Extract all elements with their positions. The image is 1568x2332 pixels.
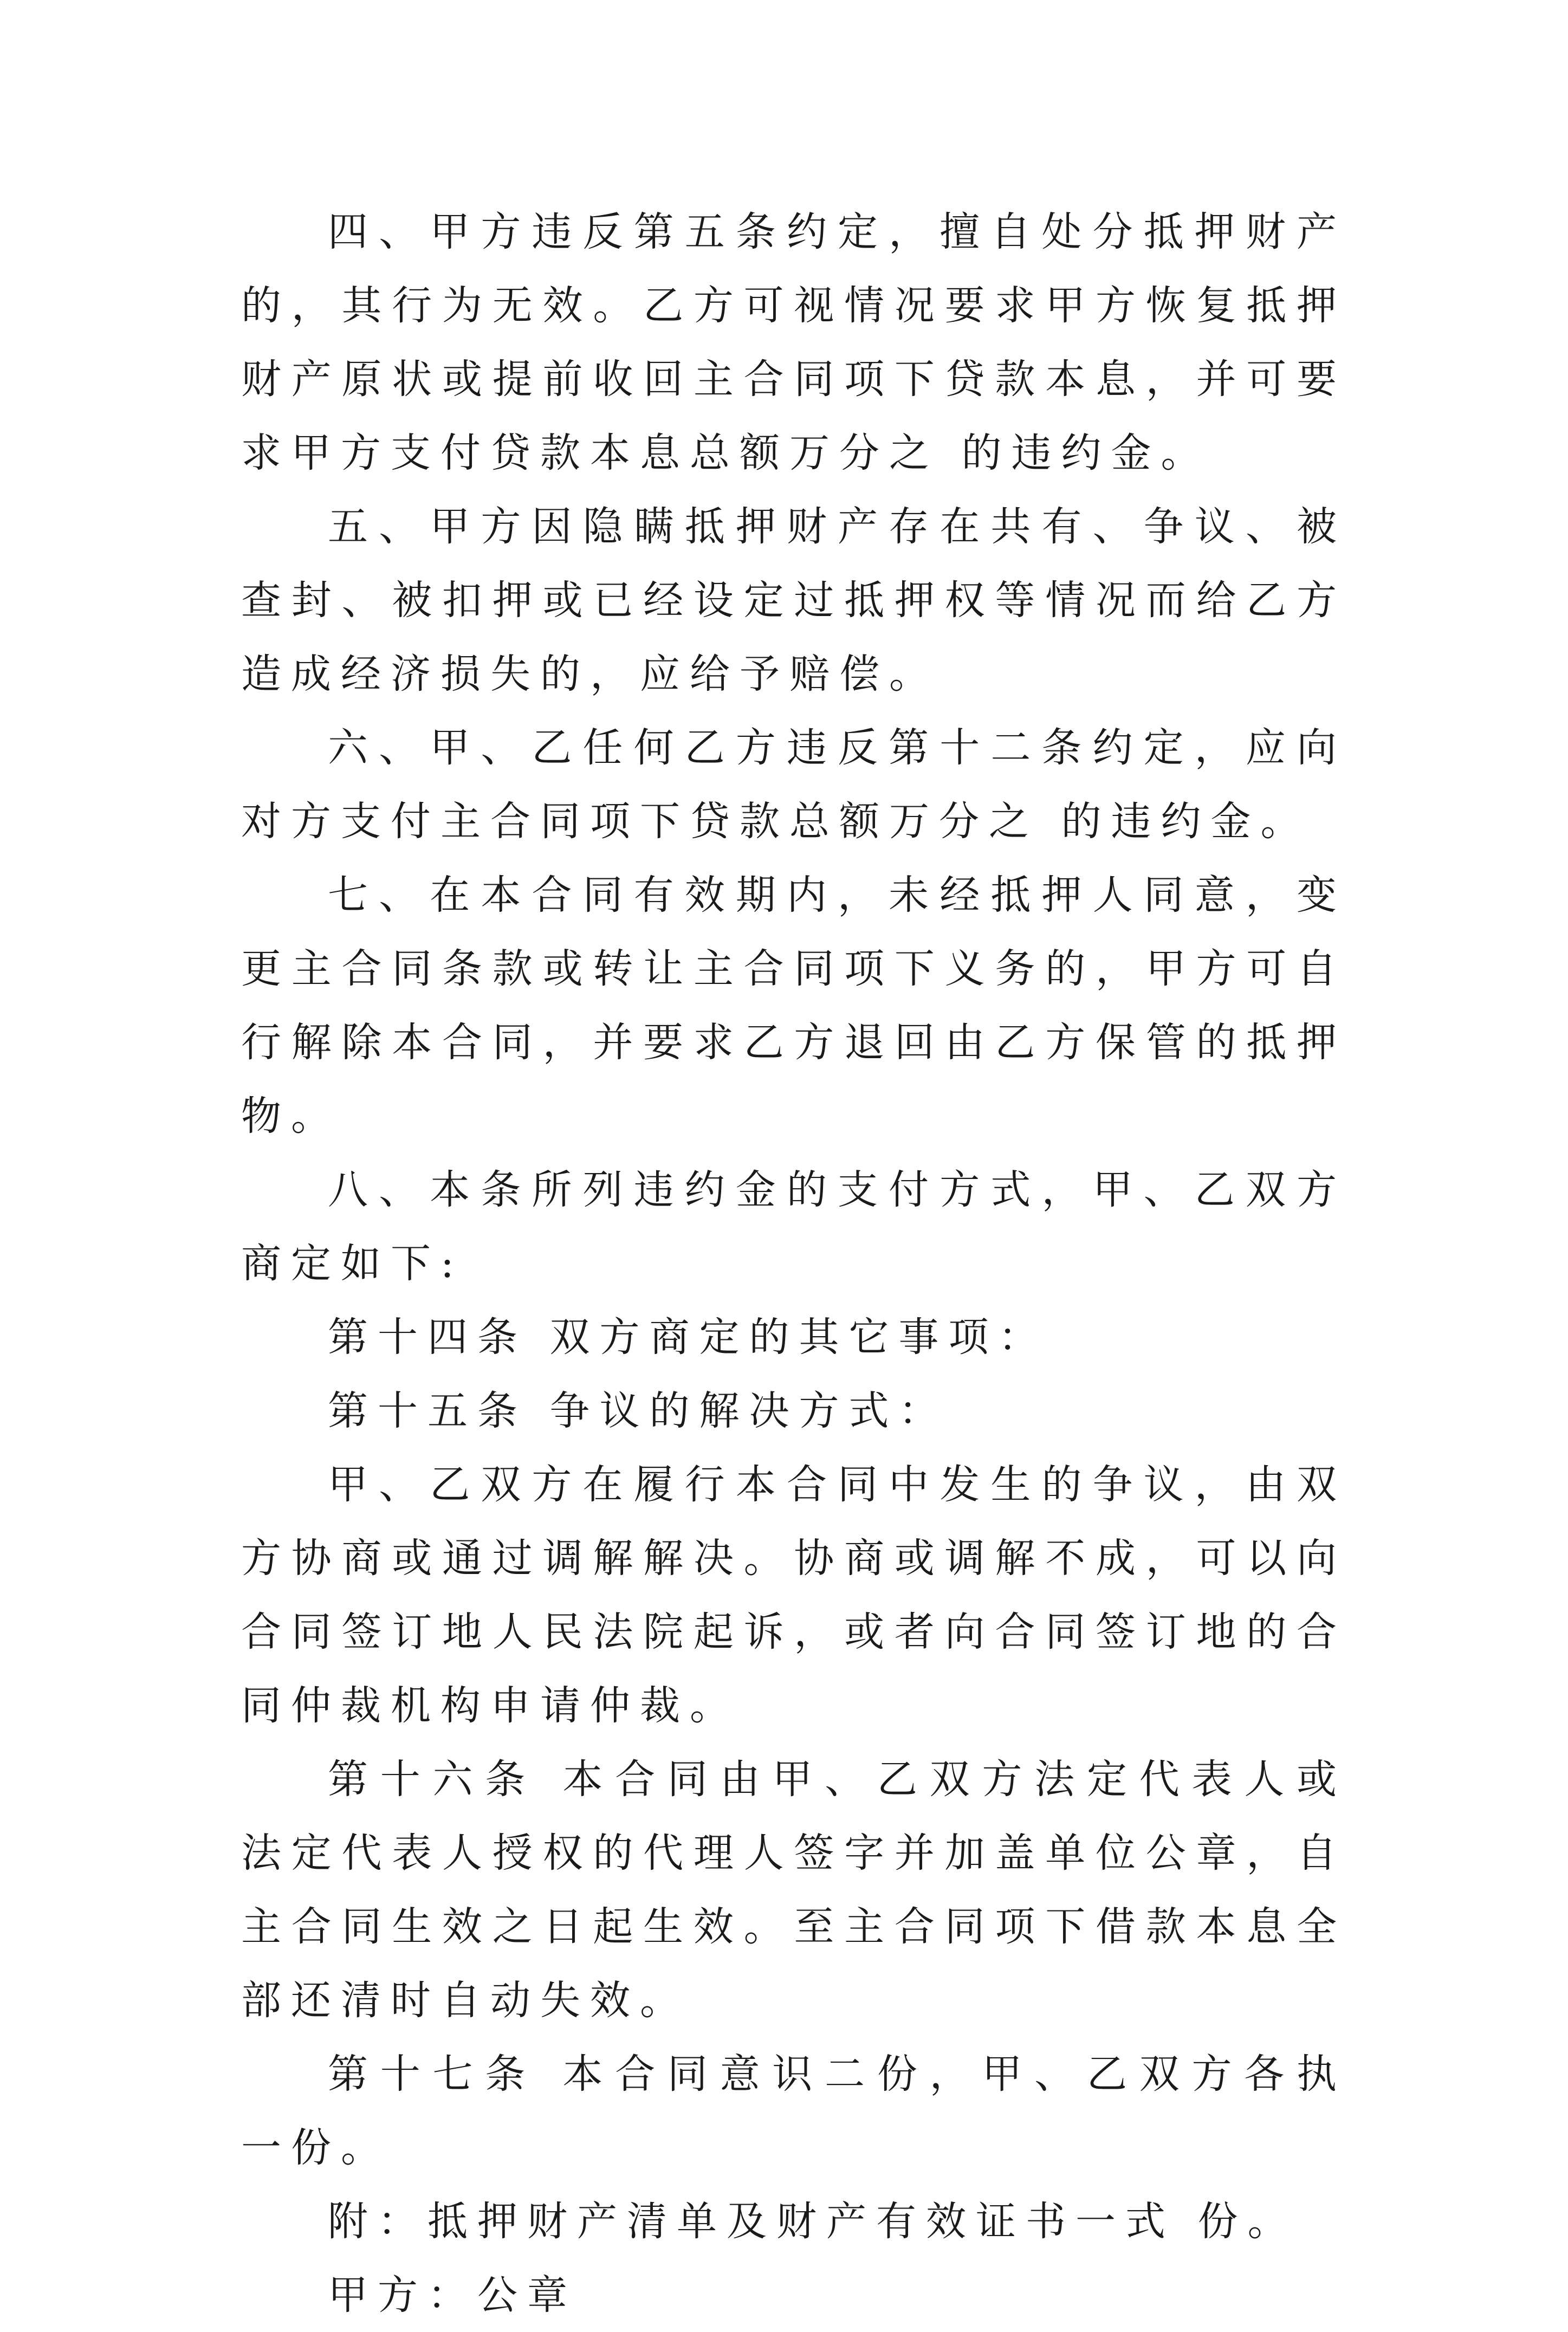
article-14-heading: 第十四条 双方商定的其它事项： bbox=[328, 1314, 1048, 1361]
dispute-resolution-paragraph: 甲、乙双方在履行本合同中发生的争议，由双方协商或通过调解解决。协商或调解不成，可以向合同签订地人民法院起诉，或者向合同签订地的合同仲裁机构申请仲裁。 bbox=[241, 1461, 1346, 1729]
clause-8-paragraph: 八、本条所列违约金的支付方式，甲、乙双方商定如下: bbox=[241, 1167, 1346, 1287]
clause-5-paragraph: 五、甲方因隐瞒抵押财产存在共有、争议、被查封、被扣押或已经设定过抵押权等情况而给乙方造成经济损失的，应给予赔偿。 bbox=[241, 503, 1346, 697]
attachment-note: 附：抵押财产清单及财产有效证书一式 份。 bbox=[328, 2198, 1298, 2245]
article-16-paragraph: 第十六条 本合同由甲、乙双方法定代表人或法定代表人授权的代理人签字并加盖单位公章，自主合同生效之日起生效。至主合同项下借款本息全部还清时自动失效。 bbox=[241, 1756, 1346, 2024]
article-17-paragraph: 第十七条 本合同意识二份，甲、乙双方各执一份。 bbox=[241, 2051, 1346, 2171]
document-body bbox=[241, 195, 1346, 2332]
clause-6-paragraph: 六、甲、乙任何乙方违反第十二条约定，应向对方支付主合同项下贷款总额万分之 的违约金。 bbox=[241, 724, 1346, 845]
article-15-heading: 第十五条 争议的解决方式： bbox=[328, 1388, 949, 1434]
clause-7-paragraph: 七、在本合同有效期内，未经抵押人同意，变更主合同条款或转让主合同项下义务的，甲方可自行解除本合同，并要求乙方退回由乙方保管的抵押物。 bbox=[241, 872, 1346, 1139]
party-a-signature-line: 甲方：公章 bbox=[328, 2272, 577, 2318]
clause-4-paragraph: 四、甲方违反第五条约定，擅自处分抵押财产的，其行为无效。乙方可视情况要求甲方恢复抵押财产原状或提前收回主合同项下贷款本息，并可要求甲方支付贷款本息总额万分之 的违约金。 bbox=[241, 209, 1346, 476]
